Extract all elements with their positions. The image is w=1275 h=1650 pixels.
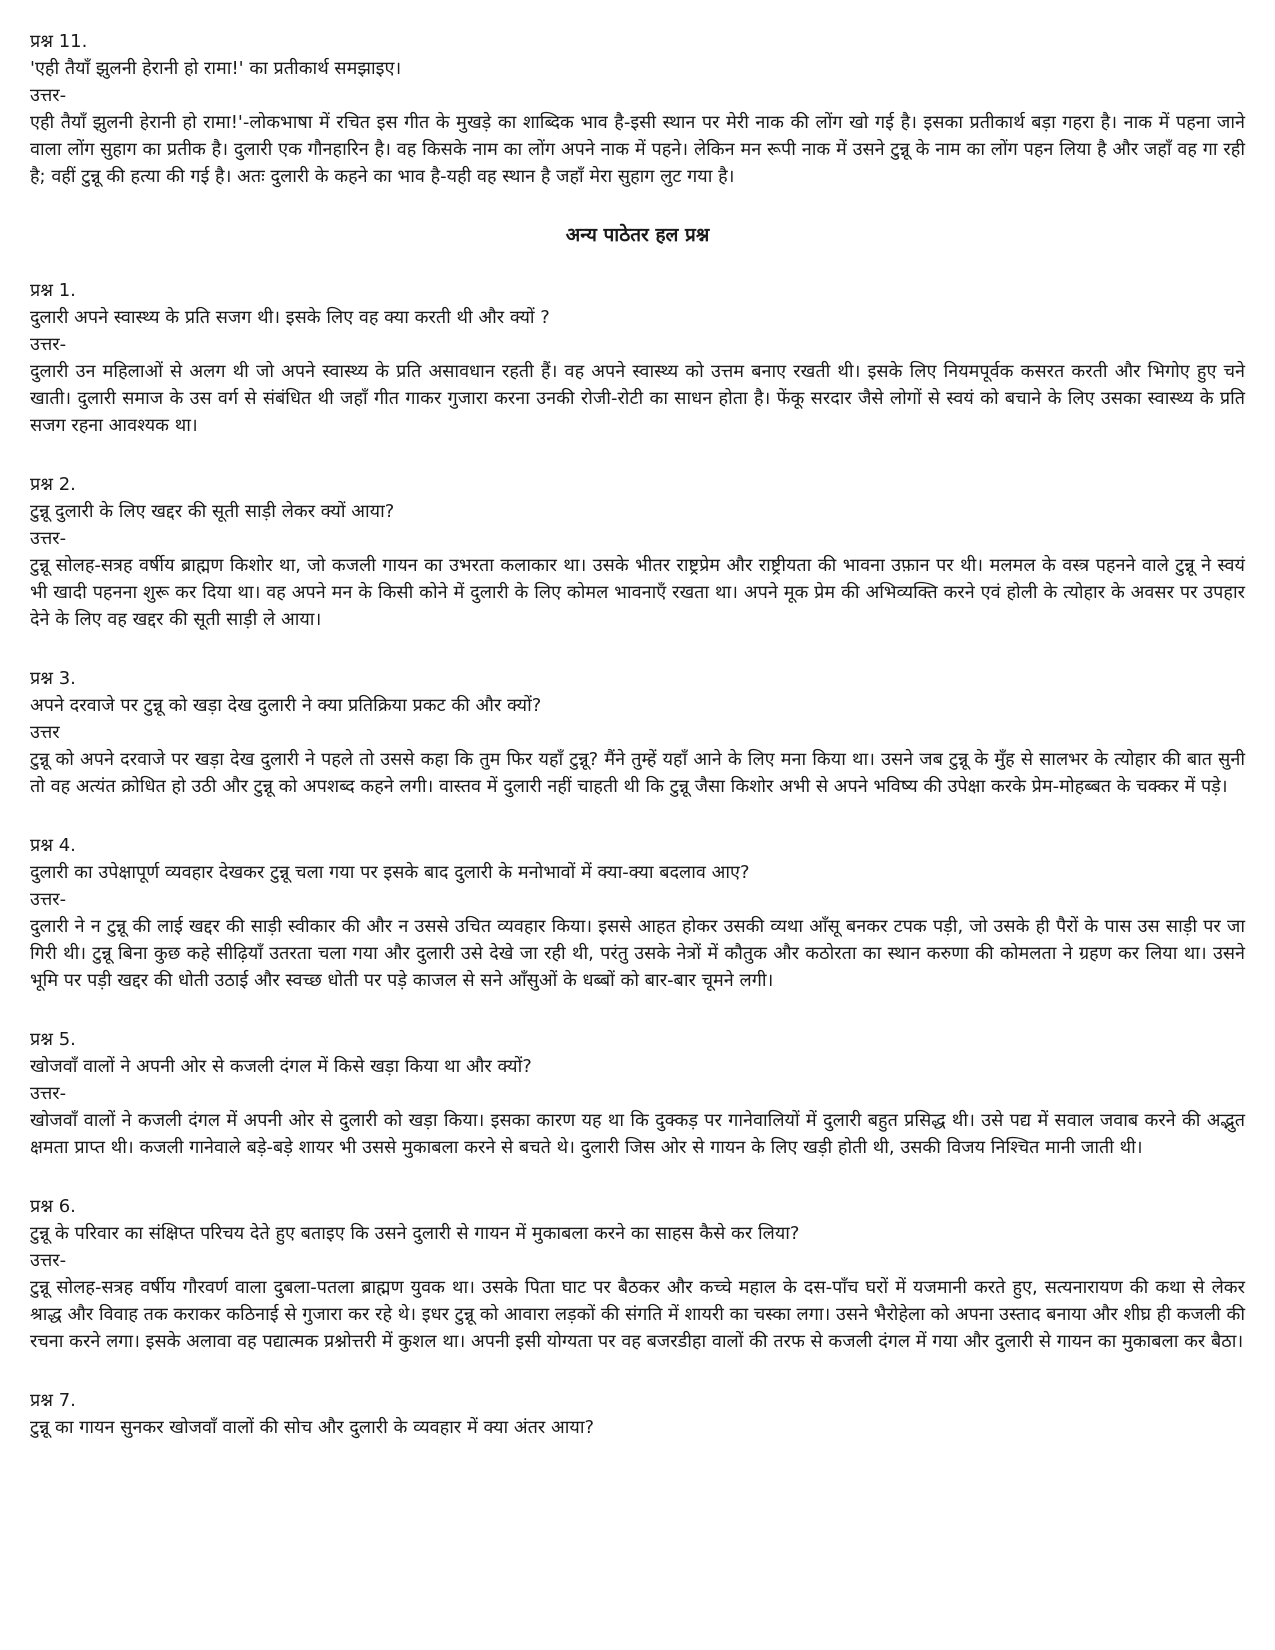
answer-text: एही तैयाँ झुलनी हेरानी हो रामा!'-लोकभाषा में रचित इस गीत के मुखड़े का शाब्दिक भाव है-इसी स्थान पर मेरी नाक की लोंग खो गई है। इसका प्रतीकार्थ बड़ा गहरा है। नाक में पहना जाने वाला लोंग सुहाग का प्रतीक है। दुलारी एक गौनहारिन है। वह किसके नाम का लोंग अपने नाक में पहने। लेकिन मन रूपी नाक में उसने टुन्नू के नाम का लोंग पहन लिया है और जहाँ वह गा रही है; वहीं टुन्नू की हत्या की गई है। अतः दुलारी के कहने का भाव है-यही वह स्थान है जहाँ मेरा सुहाग लुट गया है। bbox=[30, 112, 1245, 187]
answer-text: टुन्नू सोलह-सत्रह वर्षीय गौरवर्ण वाला दुबला-पतला ब्राह्मण युवक था। उसके पिता घाट पर बैठकर और कच्चे महाल के दस-पाँच घरों में यजमानी करते हुए, सत्यनारायण की कथा से लेकर श्राद्ध और विवाह तक कराकर कठिनाई से गुजारा कर रहे थे। इधर टुन्नू को आवारा लड़कों की संगति में शायरी का चस्का लगा। उसने भैरोहेला को अपना उस्ताद बनाया और शीघ्र ही कजली की रचना करने लगा। इसके अलावा वह पद्यात्मक प्रश्नोत्तरी में कुशल था। अपनी इसी योग्यता पर वह बजरडीहा वालों की तरफ से कजली दंगल में गया और दुलारी से गायन का मुकाबला कर बैठा। bbox=[30, 1277, 1245, 1352]
question-number: प्रश्न 4. bbox=[30, 835, 76, 856]
question-text: अपने दरवाजे पर टुन्नू को खड़ा देख दुलारी ने क्या प्रतिक्रिया प्रकट की और क्यों? bbox=[30, 695, 542, 716]
question-text: खोजवाँ वालों ने अपनी ओर से कजली दंगल में किसे खड़ा किया था और क्यों? bbox=[30, 1056, 532, 1077]
question-text: टुन्नू के परिवार का संक्षिप्त परिचय देते हुए बताइए कि उसने दुलारी से गायन में मुकाबला करने का साहस कैसे कर लिया? bbox=[30, 1223, 800, 1244]
answer-label: उत्तर bbox=[30, 722, 60, 743]
question-block-6 bbox=[30, 1193, 1245, 1355]
question-text: दुलारी अपने स्वास्थ्य के प्रति सजग थी। इसके लिए वह क्या करती थी और क्यों ? bbox=[30, 307, 550, 328]
question-text: दुलारी का उपेक्षापूर्ण व्यवहार देखकर टुन्नू चला गया पर इसके बाद दुलारी के मनोभावों में क्या-क्या बदलाव आए? bbox=[30, 862, 750, 883]
answer-label: उत्तर- bbox=[30, 889, 67, 910]
question-block-11 bbox=[30, 28, 1245, 190]
answer-label: उत्तर- bbox=[30, 528, 67, 549]
question-number: प्रश्न 7. bbox=[30, 1390, 76, 1411]
document-page bbox=[30, 28, 1245, 1473]
question-block-4 bbox=[30, 832, 1245, 994]
answer-label: उत्तर- bbox=[30, 1250, 67, 1271]
question-text: टुन्नू दुलारी के लिए खद्दर की सूती साड़ी लेकर क्यों आया? bbox=[30, 501, 395, 522]
question-number: प्रश्न 6. bbox=[30, 1196, 76, 1217]
question-block-5 bbox=[30, 1026, 1245, 1161]
answer-text: टुन्नू सोलह-सत्रह वर्षीय ब्राह्मण किशोर था, जो कजली गायन का उभरता कलाकार था। उसके भीतर राष्ट्रप्रेम और राष्ट्रीयता की भावना उफ़ान पर थी। मलमल के वस्त्र पहनने वाले टुन्नू ने स्वयं भी खादी पहनना शुरू कर दिया था। वह अपने मन के किसी कोने में दुलारी के लिए कोमल भावनाएँ रखता था। अपने मूक प्रेम की अभिव्यक्ति करने एवं होली के त्योहार के अवसर पर उपहार देने के लिए वह खद्दर की सूती साड़ी ले आया। bbox=[30, 555, 1245, 630]
question-block-7 bbox=[30, 1387, 1245, 1441]
question-number: प्रश्न 5. bbox=[30, 1029, 76, 1050]
answer-label: उत्तर- bbox=[30, 1083, 67, 1104]
section-heading: अन्य पाठेतर हल प्रश्न bbox=[565, 224, 710, 246]
question-text: 'एही तैयाँ झुलनी हेरानी हो रामा!' का प्रतीकार्थ समझाइए। bbox=[30, 58, 402, 79]
question-block-1 bbox=[30, 277, 1245, 439]
answer-text: खोजवाँ वालों ने कजली दंगल में अपनी ओर से दुलारी को खड़ा किया। इसका कारण यह था कि दुक्कड़ पर गानेवालियों में दुलारी बहुत प्रसिद्ध थी। उसे पद्य में सवाल जवाब करने की अद्भुत क्षमता प्राप्त थी। कजली गानेवाले बड़े-बड़े शायर भी उससे मुकाबला करने से बचते थे। दुलारी जिस ओर से गायन के लिए खड़ी होती थी, उसकी विजय निश्चित मानी जाती थी। bbox=[30, 1110, 1245, 1158]
question-block-2 bbox=[30, 471, 1245, 633]
question-number: प्रश्न 3. bbox=[30, 668, 76, 689]
answer-text: टुन्नू को अपने दरवाजे पर खड़ा देख दुलारी ने पहले तो उससे कहा कि तुम फिर यहाँ टुन्नू? मैंने तुम्हें यहाँ आने के लिए मना किया था। उसने जब टुन्नू के मुँह से सालभर के त्योहार की बात सुनी तो वह अत्यंत क्रोधित हो उठी और टुन्नू को अपशब्द कहने लगी। वास्तव में दुलारी नहीं चाहती थी कि टुन्नू जैसा किशोर अभी से अपने भविष्य की उपेक्षा करके प्रेम-मोहब्बत के चक्कर में पड़े। bbox=[30, 749, 1245, 797]
question-number: प्रश्न 1. bbox=[30, 280, 76, 301]
question-text: टुन्नू का गायन सुनकर खोजवाँ वालों की सोच और दुलारी के व्यवहार में क्या अंतर आया? bbox=[30, 1417, 595, 1438]
answer-text: दुलारी उन महिलाओं से अलग थी जो अपने स्वास्थ्य के प्रति असावधान रहती हैं। वह अपने स्वास्थ्य को उत्तम बनाए रखती थी। इसके लिए नियमपूर्वक कसरत करती और भिगोए हुए चने खाती। दुलारी समाज के उस वर्ग से संबंधित थी जहाँ गीत गाकर गुजारा करना उनकी रोजी-रोटी का साधन होता है। फेंकू सरदार जैसे लोगों से स्वयं को बचाने के लिए उसका स्वास्थ्य के प्रति सजग रहना आवश्यक था। bbox=[30, 361, 1245, 436]
answer-text: दुलारी ने न टुन्नू की लाई खद्दर की साड़ी स्वीकार की और न उससे उचित व्यवहार किया। इससे आहत होकर उसकी व्यथा आँसू बनकर टपक पड़ी, जो उसके ही पैरों के पास उस साड़ी पर जा गिरी थी। टुन्नू बिना कुछ कहे सीढ़ियाँ उतरता चला गया और दुलारी उसे देखे जा रही थी, परंतु उसके नेत्रों में कौतुक और कठोरता का स्थान करुणा की कोमलता ने ग्रहण कर लिया था। उसने भूमि पर पड़ी खद्दर की धोती उठाई और स्वच्छ धोती पर पड़े काजल से सने आँसुओं के धब्बों को बार-बार चूमने लगी। bbox=[30, 916, 1245, 991]
answer-label: उत्तर- bbox=[30, 85, 67, 106]
question-number: प्रश्न 2. bbox=[30, 474, 76, 495]
answer-label: उत्तर- bbox=[30, 334, 67, 355]
question-number: प्रश्न 11. bbox=[30, 31, 88, 52]
question-block-3 bbox=[30, 665, 1245, 800]
